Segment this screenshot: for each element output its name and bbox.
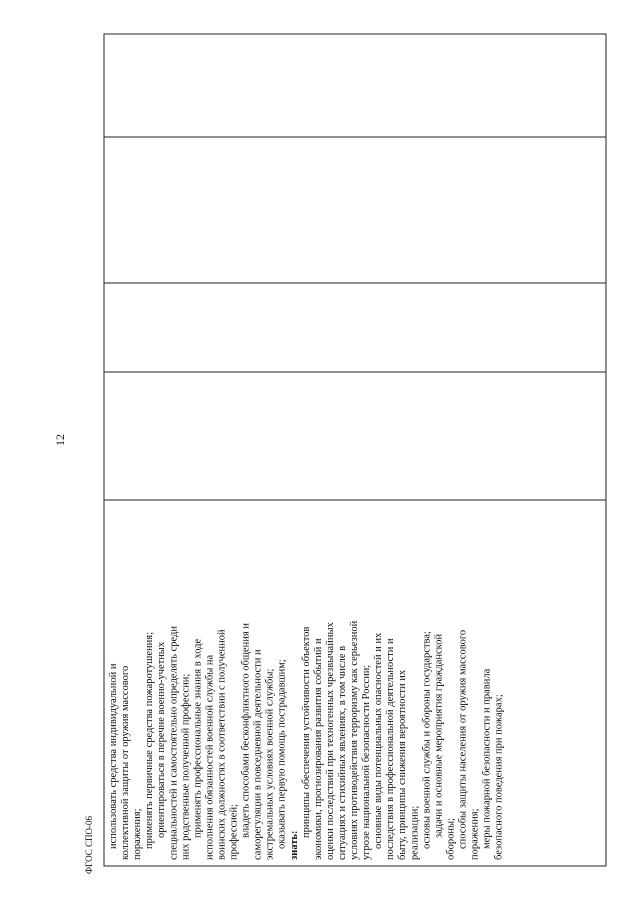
text-line: задачи и основные мероприятия гражданской <box>433 633 445 838</box>
text-line: экономики, прогнозирования развития событий и <box>312 638 324 860</box>
text-line: коллективной защиты от оружия массового <box>120 665 132 860</box>
text-line: ориентироваться в перечне военно-учетных <box>156 641 168 838</box>
text-line: саморегуляции в повседневной деятельности и <box>252 649 264 860</box>
text-line: применять профессиональные знания в ходе <box>192 638 204 838</box>
text-line: специальностей и самостоятельно определять среди <box>168 626 180 860</box>
text-line: профессией; <box>228 804 240 860</box>
text-line: ситуациях и стихийных явлениях, в том числе в <box>336 645 348 860</box>
text-line: меры пожарной безопасности и правила <box>481 668 493 849</box>
text-line: основы военной службы и обороны государства; <box>421 631 433 849</box>
footer-label: ФГОС СПО-06 <box>84 816 94 874</box>
text-line: исполнения обязанностей военной службы на <box>204 654 216 860</box>
text-line: реализации; <box>409 805 421 860</box>
text-line: способы защиты населения от оружия массового <box>457 629 469 849</box>
text-line: принципы обеспечения устойчивости объектов <box>300 626 312 838</box>
text-line: поражения; <box>469 808 481 860</box>
text-line: обороны; <box>445 818 457 860</box>
text-line: последствия в профессиональной деятельности и <box>385 638 397 860</box>
text-line: быту, принципы снижения вероятности их <box>397 669 409 860</box>
text-line: поражения; <box>132 808 144 860</box>
text-line: применять первичные средства пожаротушения; <box>144 631 156 849</box>
text-line: использовать средства индивидуальной и <box>108 663 119 849</box>
text-line: экстремальных условиях военной службы; <box>264 668 276 860</box>
text-line: основные виды потенциальных опасностей и их <box>373 632 385 849</box>
text-line: оценки последствий при техногенных чрезвычайных <box>324 622 336 860</box>
text-line: владеть способами бесконфликтного общения и <box>240 623 252 838</box>
text-line: знать: <box>288 830 300 860</box>
text-line: них родственные полученной профессии; <box>180 673 192 860</box>
text-line: безопасного поведения при пожарах; <box>493 694 505 860</box>
text-line: условиях противодействия терроризму как серьезной <box>349 620 360 860</box>
page-number: 12 <box>53 434 67 446</box>
text-line: оказывать первую помощь пострадавшим; <box>276 659 288 849</box>
body-text <box>108 620 505 860</box>
text-line: угрозе национальной безопасности России; <box>361 664 373 860</box>
text-line: воинских должностях в соответствии с полученной <box>216 629 228 860</box>
